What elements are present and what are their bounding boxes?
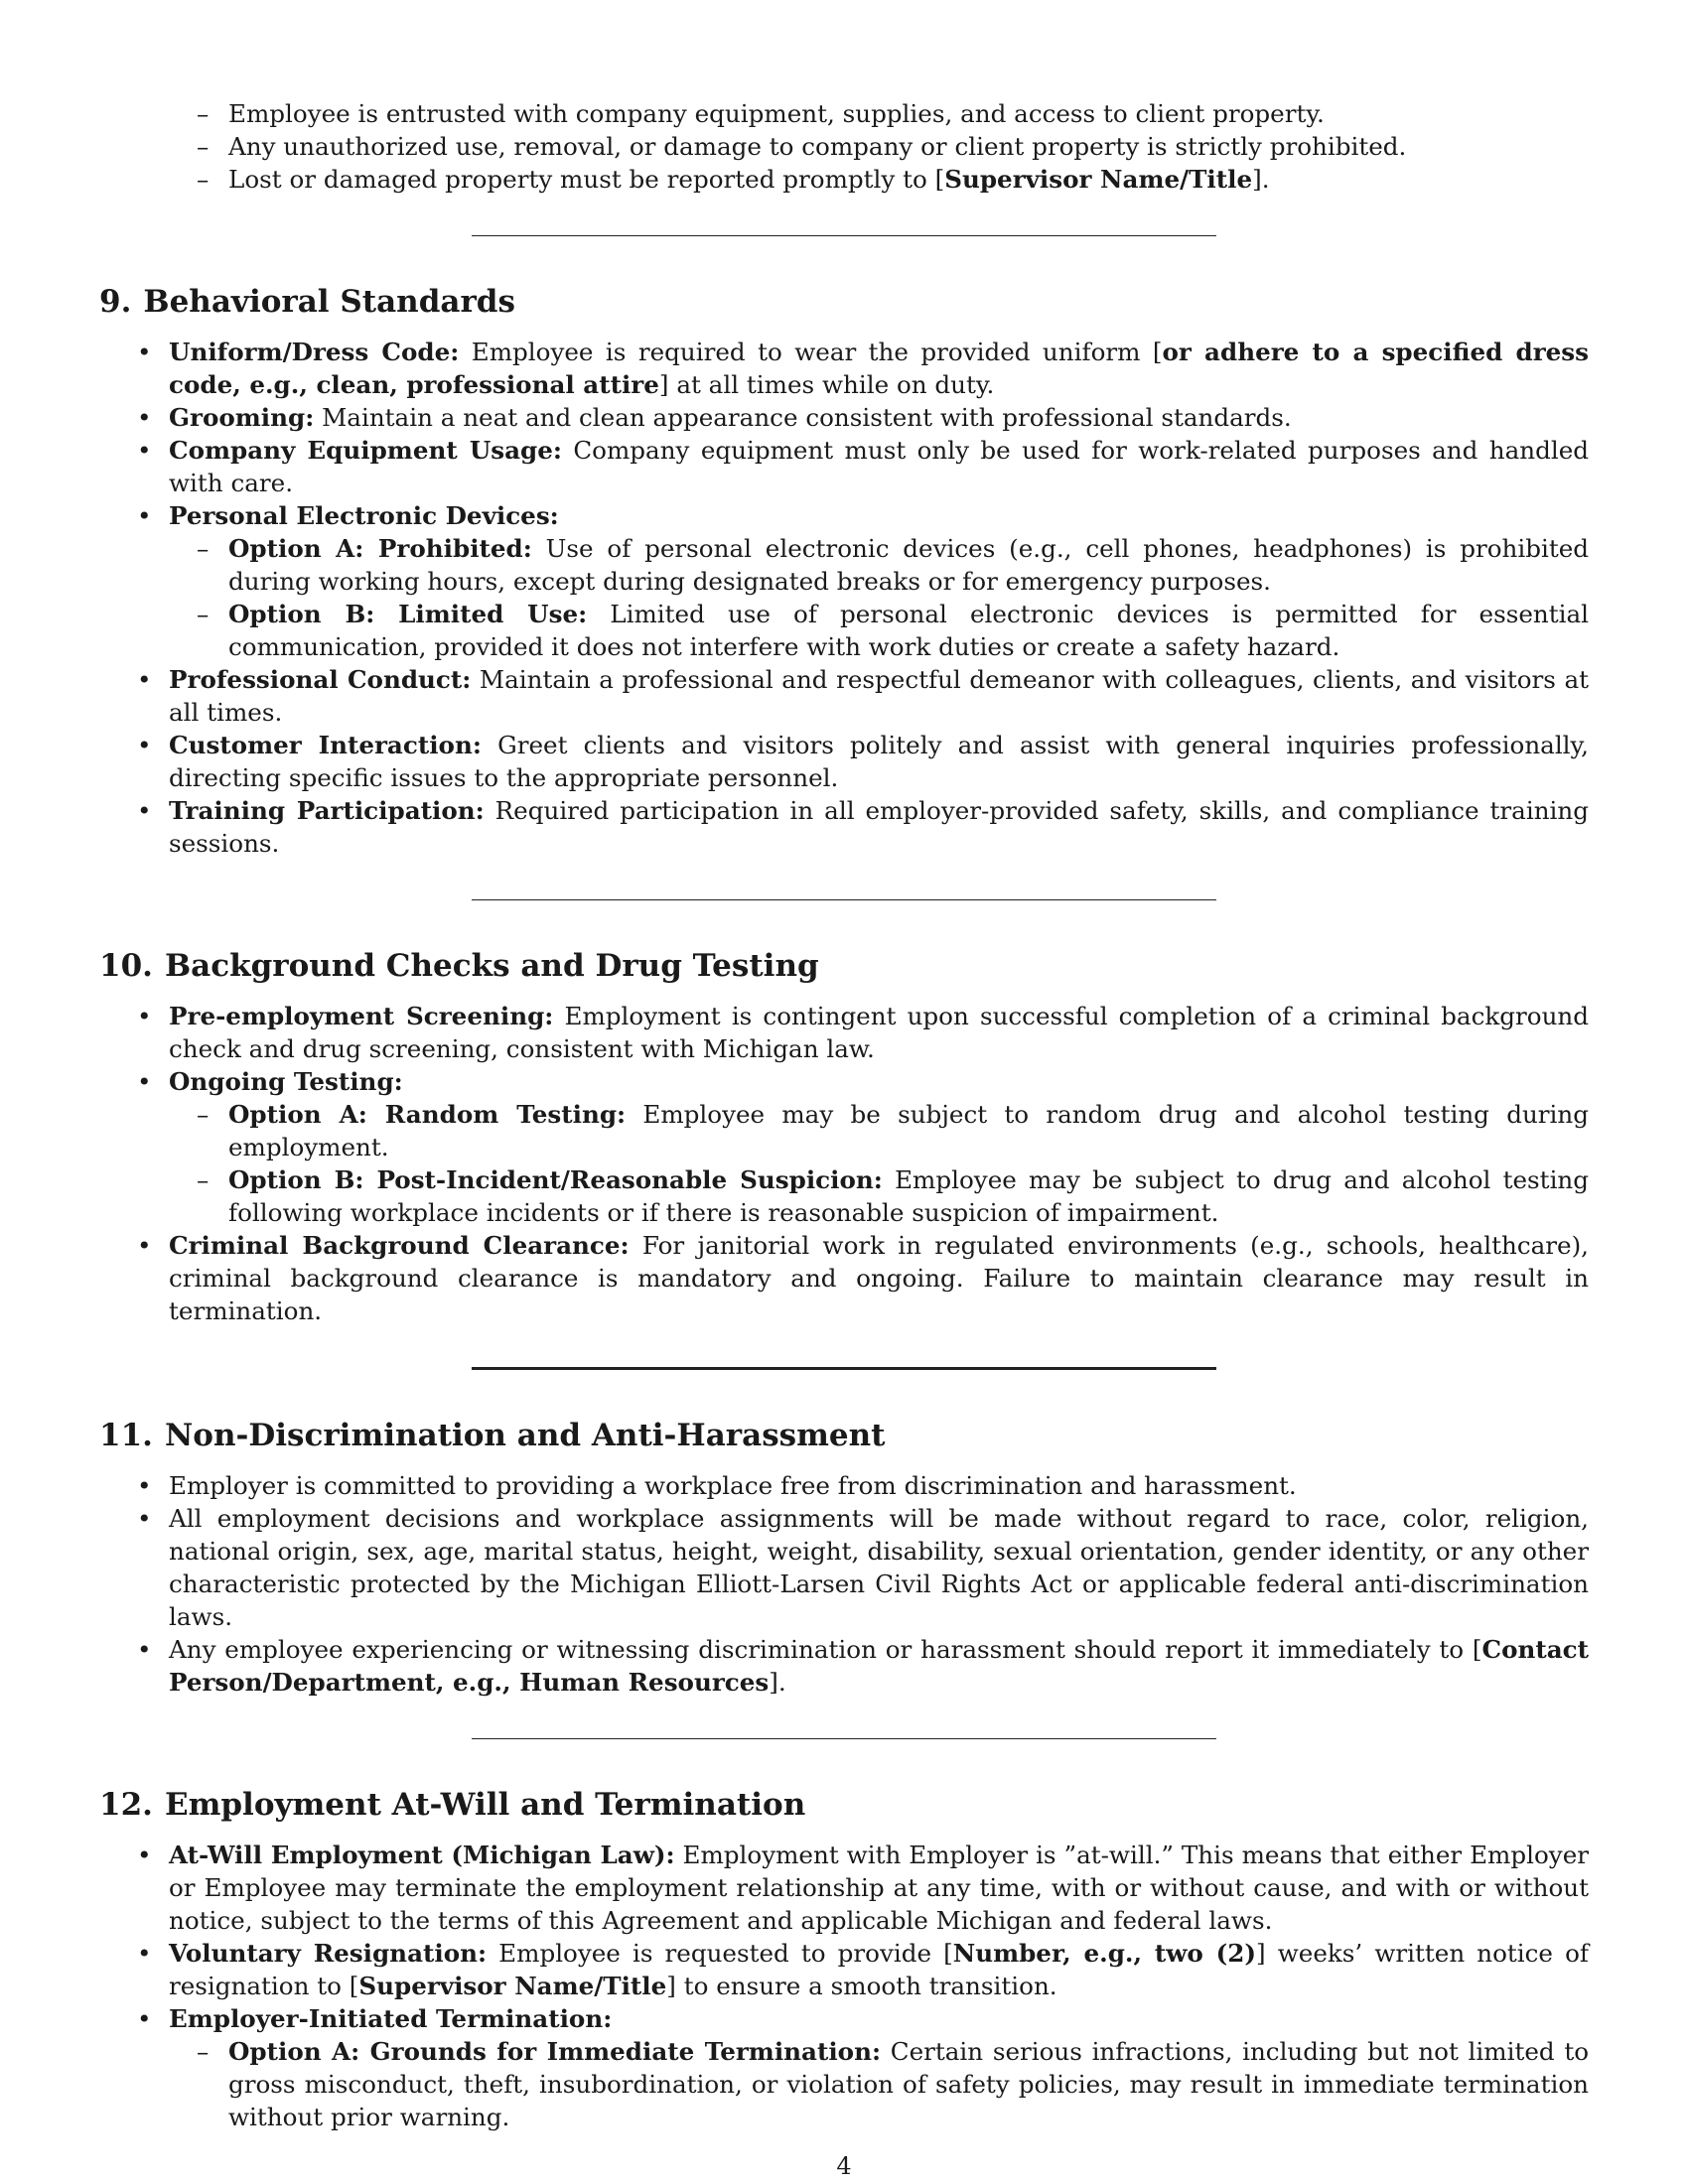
list-item: • Personal Electronic Devices: <box>99 499 1589 532</box>
list-subitem: – Option B: Limited Use: Limited use of personal electronic devices is permitted for essential communication, provided it does not interfere with work duties or create a safety hazard. <box>99 598 1589 663</box>
document-page <box>99 97 1589 2133</box>
list-item: • Customer Interaction: Greet clients and visitors politely and assist with general inquiries professionally, directing specific issues to the appropriate personnel. <box>99 729 1589 794</box>
list-item: • Voluntary Resignation: Employee is requested to provide [Number, e.g., two (2)] weeks’ written notice of resignation to [Supervisor Name/Title] to ensure a smooth transition. <box>99 1937 1589 2002</box>
section-heading-11: 11. Non-Discrimination and Anti-Harassment <box>99 1418 886 1453</box>
list-item: • Employer-Initiated Termination: <box>99 2002 1589 2035</box>
list-item: • Employer is committed to providing a workplace free from discrimination and harassment. <box>99 1469 1589 1502</box>
list-subitem: – Option B: Post-Incident/Reasonable Suspicion: Employee may be subject to drug and alcohol testing following workplace incidents or if there is reasonable suspicion of impairment. <box>99 1163 1589 1229</box>
list-item: • At-Will Employment (Michigan Law): Employment with Employer is ”at-will.” This means that either Employer or Employee may terminate the employment relationship at any time, with or without cause, and with or without notice, subject to the terms of this Agreement and applicable Michigan and federal laws. <box>99 1839 1589 1937</box>
section-11-list <box>99 1469 1589 1699</box>
list-item: • Any employee experiencing or witnessing discrimination or harassment should report it immediately to [Contact Person/Department, e.g., Human Resources]. <box>99 1633 1589 1699</box>
section-heading-12: 12. Employment At-Will and Termination <box>99 1787 806 1823</box>
property-list <box>99 97 1589 196</box>
section-divider <box>472 1738 1216 1739</box>
list-item: • All employment decisions and workplace assignments will be made without regard to race, color, religion, national origin, sex, age, marital status, height, weight, disability, sexual orientation, gender identity, or any other characteristic protected by the Michigan Elliott-Larsen Civil Rights Act or applicable federal anti-discrimination laws. <box>99 1502 1589 1633</box>
section-12-list <box>99 1839 1589 2133</box>
list-subitem: – Option A: Prohibited: Use of personal electronic devices (e.g., cell phones, headphones) is prohibited during working hours, except during designated breaks or for emergency purposes. <box>99 532 1589 598</box>
section-10-list <box>99 1000 1589 1327</box>
section-divider <box>472 899 1216 900</box>
list-item: • Uniform/Dress Code: Employee is required to wear the provided uniform [or adhere to a specified dress code, e.g., clean, professional attire] at all times while on duty. <box>99 336 1589 401</box>
section-heading-9: 9. Behavioral Standards <box>99 284 515 320</box>
list-item: • Pre-employment Screening: Employment is contingent upon successful completion of a criminal background check and drug screening, consistent with Michigan law. <box>99 1000 1589 1065</box>
list-item: • Training Participation: Required participation in all employer-provided safety, skills, and compliance training sessions. <box>99 794 1589 860</box>
list-item: • Professional Conduct: Maintain a professional and respectful demeanor with colleagues, clients, and visitors at all times. <box>99 663 1589 729</box>
page-number: 4 <box>836 2152 852 2180</box>
list-subitem: – Option A: Random Testing: Employee may be subject to random drug and alcohol testing during employment. <box>99 1098 1589 1163</box>
list-item: • Ongoing Testing: <box>99 1065 1589 1098</box>
section-9-list <box>99 336 1589 860</box>
section-divider <box>472 1367 1216 1370</box>
section-divider <box>472 235 1216 236</box>
list-item: • Company Equipment Usage: Company equipment must only be used for work-related purposes and handled with care. <box>99 434 1589 499</box>
list-subitem: – Option A: Grounds for Immediate Termination: Certain serious infractions, including but not limited to gross misconduct, theft, insubordination, or violation of safety policies, may result in immediate termination without prior warning. <box>99 2035 1589 2133</box>
list-item: – Any unauthorized use, removal, or damage to company or client property is strictly prohibited. <box>99 130 1589 163</box>
section-heading-10: 10. Background Checks and Drug Testing <box>99 948 819 984</box>
list-item: • Grooming: Maintain a neat and clean appearance consistent with professional standards. <box>99 401 1589 434</box>
list-item: • Criminal Background Clearance: For janitorial work in regulated environments (e.g., schools, healthcare), criminal background clearance is mandatory and ongoing. Failure to maintain clearance may result in termination. <box>99 1229 1589 1327</box>
list-item: – Employee is entrusted with company equipment, supplies, and access to client property. <box>99 97 1589 130</box>
list-item: – Lost or damaged property must be reported promptly to [Supervisor Name/Title]. <box>99 163 1589 196</box>
